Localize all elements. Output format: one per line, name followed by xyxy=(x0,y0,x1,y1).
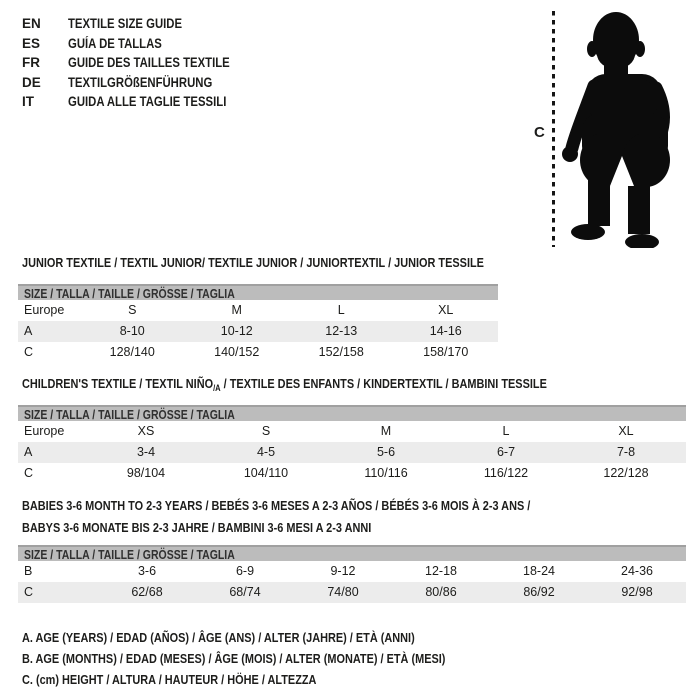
height-measure-label: C xyxy=(534,124,545,141)
table-cell: 10-12 xyxy=(220,324,253,338)
language-title: GUIDA ALLE TAGLIE TESSILI xyxy=(68,94,227,109)
footnote-a xyxy=(22,627,526,648)
table-cell: 158/170 xyxy=(423,345,469,359)
language-title: TEXTILGRÖßENFÜHRUNG xyxy=(68,74,213,90)
table-cell: 80/86 xyxy=(425,584,457,599)
language-code: EN xyxy=(22,16,41,31)
child-silhouette-icon xyxy=(558,8,698,248)
section-title-text: JUNIOR TEXTILE / TEXTIL JUNIOR/ TEXTILE JUNIOR / JUNIORTEXTIL / JUNIOR TESSILE xyxy=(22,255,484,270)
table-row xyxy=(18,300,498,321)
table-row xyxy=(18,463,686,484)
child-height-diagram xyxy=(0,0,545,260)
table-cell: 24-36 xyxy=(621,563,653,578)
section-title-text: BABYS 3-6 MONATE BIS 2-3 JAHRE / BAMBINI 3-6 MESI A 2-3 ANNI xyxy=(22,519,372,535)
section-childrens-textile xyxy=(18,376,686,484)
table-row xyxy=(18,321,498,342)
section-title xyxy=(22,376,686,391)
table-cell: 152/158 xyxy=(318,345,364,359)
height-dashed-line-icon xyxy=(551,11,556,247)
table-cell: M xyxy=(231,303,242,317)
footnote-b xyxy=(22,648,526,669)
table-cell: S xyxy=(261,424,271,438)
language-title: GUÍA DE TALLAS xyxy=(68,35,162,51)
language-code: ES xyxy=(22,35,41,51)
table-cell: 12-13 xyxy=(325,324,358,338)
row-label: C xyxy=(24,345,34,359)
table-cell: 6-9 xyxy=(235,563,255,578)
table-row xyxy=(18,561,686,582)
table-cell: 140/152 xyxy=(214,345,260,359)
section-title-line2 xyxy=(22,519,686,537)
table-cell: 14-16 xyxy=(429,324,462,338)
language-code: FR xyxy=(22,55,40,70)
table-header-text: SIZE / TALLA / TAILLE / GRÖSSE / TAGLIA xyxy=(24,547,235,562)
row-label: Europe xyxy=(24,424,65,438)
table-cell: 8-10 xyxy=(119,324,145,338)
table-cell: 104/110 xyxy=(243,466,289,480)
table-row xyxy=(18,342,498,363)
table-cell: 7-8 xyxy=(616,445,636,459)
table-row xyxy=(18,442,686,463)
table-cell: 3-6 xyxy=(137,563,157,578)
section-title xyxy=(22,255,686,270)
table-cell: XS xyxy=(137,424,155,438)
footnote-text: A. AGE (YEARS) / EDAD (AÑOS) / ÂGE (ANS) / ALTER (JAHRE) / ETÀ (ANNI) xyxy=(22,630,415,645)
row-label: Europe xyxy=(24,303,65,317)
table-cell: 4-5 xyxy=(256,445,276,459)
table-cell: 122/128 xyxy=(603,466,649,480)
table-cell: 128/140 xyxy=(109,345,155,359)
language-title: GUIDE DES TAILLES TEXTILE xyxy=(68,55,230,70)
junior-size-table xyxy=(18,284,498,363)
language-title: TEXTILE SIZE GUIDE xyxy=(68,16,183,31)
table-cell: XL xyxy=(618,424,634,438)
table-cell: 3-4 xyxy=(136,445,156,459)
footnote-text: C. (cm) HEIGHT / ALTURA / HAUTEUR / HÖHE / ALTEZZA xyxy=(22,672,317,687)
babies-size-table xyxy=(18,545,686,603)
section-junior-textile xyxy=(18,255,686,363)
table-cell: M xyxy=(380,424,392,438)
table-header-text: SIZE / TALLA / TAILLE / GRÖSSE / TAGLIA xyxy=(24,408,235,422)
language-code: IT xyxy=(22,94,34,109)
table-cell: S xyxy=(128,303,137,317)
row-label: A xyxy=(24,445,33,459)
title-part: / TEXTILE DES ENFANTS / KINDERTEXTIL / BAMBINI TESSILE xyxy=(220,376,547,391)
table-cell: 12-18 xyxy=(425,563,457,578)
footnote-c xyxy=(22,669,526,690)
section-title-text: BABIES 3-6 MONTH TO 2-3 YEARS / BEBÉS 3-6 MESES A 2-3 AÑOS / BÉBÉS 3-6 MOIS À 2-3 ANS / xyxy=(22,498,531,513)
table-cell: 62/68 xyxy=(131,584,163,599)
section-title-text xyxy=(22,376,547,393)
footnote-text: B. AGE (MONTHS) / EDAD (MESES) / ÂGE (MOIS) / ALTER (MONATE) / ETÀ (MESI) xyxy=(22,651,446,666)
table-cell: 6-7 xyxy=(496,445,516,459)
table-cell: L xyxy=(337,303,345,317)
table-cell: 74/80 xyxy=(327,584,359,599)
table-cell: XL xyxy=(438,303,454,317)
section-title xyxy=(22,497,686,515)
row-label: C xyxy=(24,584,34,599)
title-part: CHILDREN'S TEXTILE / TEXTIL NIÑO xyxy=(22,376,214,391)
table-header-text: SIZE / TALLA / TAILLE / GRÖSSE / TAGLIA xyxy=(24,287,235,301)
table-cell: 92/98 xyxy=(621,584,653,599)
row-label: A xyxy=(24,324,33,338)
table-row xyxy=(18,582,686,603)
language-code: DE xyxy=(22,74,41,90)
legend-footnotes xyxy=(22,627,526,690)
table-cell: L xyxy=(502,424,510,438)
table-cell: 110/116 xyxy=(364,466,408,480)
table-cell: 86/92 xyxy=(523,584,555,599)
table-cell: 68/74 xyxy=(229,584,261,599)
table-row xyxy=(18,421,686,442)
row-label: C xyxy=(24,466,34,480)
table-cell: 18-24 xyxy=(523,563,555,578)
table-cell: 5-6 xyxy=(376,445,396,459)
table-cell: 98/104 xyxy=(126,466,166,480)
row-label: B xyxy=(24,563,33,578)
table-cell: 9-12 xyxy=(330,563,356,578)
table-cell: 116/122 xyxy=(483,466,529,480)
children-size-table xyxy=(18,405,686,484)
table-header-bar xyxy=(18,545,686,561)
title-subscript: /A xyxy=(213,383,221,393)
table-header-bar xyxy=(18,405,686,421)
section-babies-textile xyxy=(18,497,686,603)
table-header-bar xyxy=(18,284,498,300)
size-guide-sections xyxy=(18,255,686,603)
